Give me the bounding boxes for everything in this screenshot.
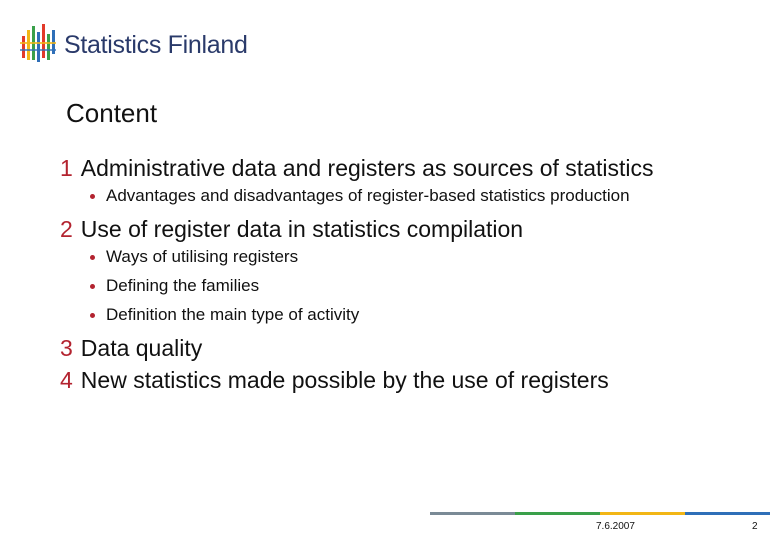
sub-bullet: [60, 275, 666, 297]
outline-item-number: 1: [60, 155, 73, 181]
sub-bullet-text: Ways of utilising registers: [106, 247, 299, 266]
sub-bullet: [60, 246, 666, 268]
outline-item: [60, 153, 760, 183]
sub-bullet: [60, 304, 666, 326]
outline-item-text: New statistics made possible by the use of registers: [80, 367, 609, 393]
outline-item-number: 2: [60, 216, 73, 242]
footer-date: 7.6.2007: [596, 521, 635, 532]
sub-bullet: [60, 185, 666, 207]
bullet-dot-icon: [90, 194, 95, 199]
sub-bullet-list: [60, 185, 760, 207]
footer-bar-segment: [600, 512, 685, 515]
outline-item: [60, 365, 760, 395]
logo: [20, 22, 248, 68]
bullet-dot-icon: [90, 313, 95, 318]
page-number: 2: [752, 521, 758, 532]
bullet-dot-icon: [90, 284, 95, 289]
sub-bullet-list: [60, 246, 760, 326]
footer-bar-segment: [685, 512, 770, 515]
logo-text: Statistics Finland: [64, 30, 248, 59]
footer-color-bar: [430, 512, 770, 515]
sub-bullet-text: Defining the families: [106, 276, 260, 295]
outline-item-text: Use of register data in statistics compilation: [80, 216, 524, 242]
footer-bar-segment: [515, 512, 600, 515]
outline-item-number: 4: [60, 367, 73, 393]
footer-bar-segment: [430, 512, 515, 515]
outline-item-number: 3: [60, 335, 73, 361]
outline-item: [60, 214, 760, 244]
content-outline: [60, 153, 760, 397]
outline-item: [60, 333, 760, 363]
bullet-dot-icon: [90, 255, 95, 260]
slide-title: Content: [66, 98, 158, 128]
outline-item-text: Administrative data and registers as sources of statistics: [80, 155, 654, 181]
statistics-finland-logo-icon: [20, 22, 56, 68]
outline-item-text: Data quality: [80, 335, 203, 361]
sub-bullet-text: Definition the main type of activity: [106, 305, 360, 324]
sub-bullet-text: Advantages and disadvantages of register-based statistics production: [106, 186, 630, 205]
